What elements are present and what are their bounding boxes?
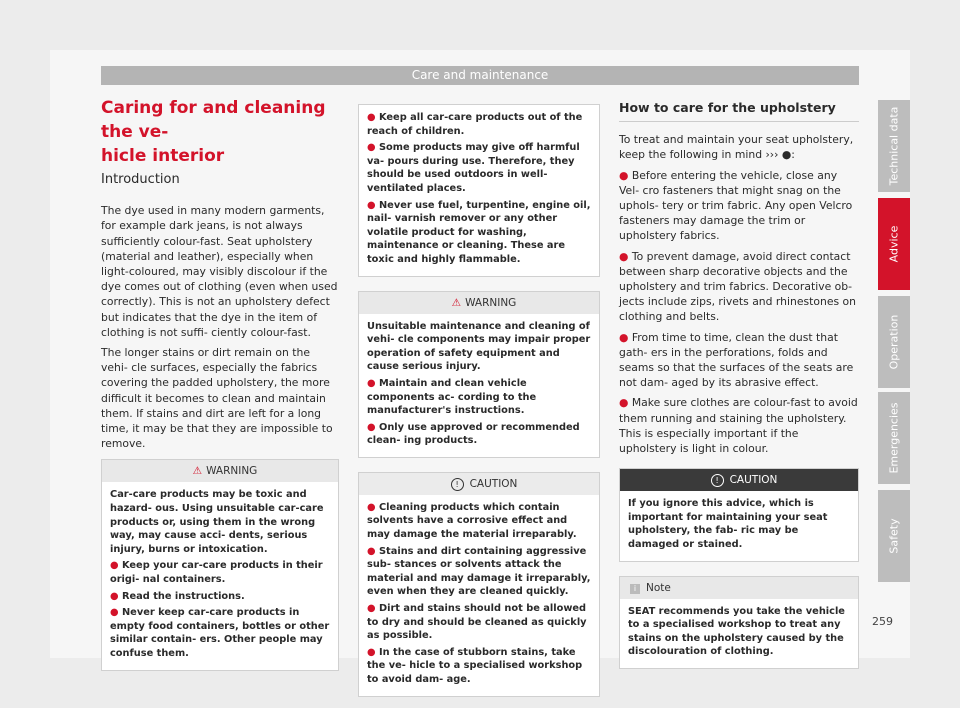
list-item: ● Stains and dirt containing aggressive sub- stances or solvents attack the material and may damage it irreparably, even when they are cleaned quickly. xyxy=(367,545,591,598)
list-item: ● Make sure clothes are colour-fast to avoid them running and staining the upholstery. This is especially important if the upholstery is light in colour. xyxy=(619,396,858,456)
chapter-header: Care and maintenance xyxy=(101,66,859,85)
list-item: ● Only use approved or recommended clean- ing products. xyxy=(367,421,580,447)
list-item: ● Read the instructions. xyxy=(110,590,245,602)
list-item: ● Some products may give off harmful va- pours during use. Therefore, they should be used outdoors in well-ventilated places. xyxy=(367,142,580,194)
list-item: ● Before entering the vehicle, close any Vel- cro fasteners that might snag on the uphols- tery or trim fabric. Any open Velcro fasteners may damage the trim or upholstery fabrics. xyxy=(619,168,853,243)
caution-box xyxy=(619,468,859,561)
list-item: ● From time to time, clean the dust that gath- ers in the perforations, folds and seams so that the surfaces of the seats are not dam- aged by its abrasive effect. xyxy=(619,330,854,390)
intro-text: To treat and maintain your seat upholstery, keep the following in mind ››› ●: xyxy=(619,133,854,162)
tab-technical-data[interactable]: Technical data xyxy=(878,100,910,192)
intro-paragraph-1: The dye used in many modern garments, for example dark jeans, is not always sufficiently colour-fast. Seat upholstery (material and leather), especially when light-coloured, may visibly discolour if the dye comes out of clothing (even when used correctly). This is not an upholstery defect but indicates that the dye in the item of clothing is not suffi- ciently colour-fast. xyxy=(101,204,338,339)
right-column xyxy=(619,100,859,669)
list-item: ● Never use fuel, turpentine, engine oil, nail- varnish remover or any other volatile product for washing, maintenance or cleaning. These are toxic and highly flammable. xyxy=(367,199,591,265)
caution-header: ! CAUTION xyxy=(620,469,858,491)
section-heading: How to care for the upholstery xyxy=(619,100,859,122)
caution-text: If you ignore this advice, which is important for maintaining your seat upholstery, the fab- ric may be damaged or stained. xyxy=(628,498,828,551)
warning-box xyxy=(358,291,600,458)
caution-box xyxy=(358,472,600,697)
list-item: ● Never keep car-care products in empty food containers, bottles or other similar contain- ers. Other people may confuse them. xyxy=(110,607,330,659)
tab-safety[interactable]: Safety xyxy=(878,490,910,582)
note-header: i Note xyxy=(620,577,858,599)
warning-triangle-icon: ⚠ xyxy=(451,296,462,309)
warning-text: Unsuitable maintenance and cleaning of vehi- cle components may impair proper operation of safety equipment and cause serious injury. xyxy=(367,320,591,373)
page-number: 259 xyxy=(872,615,893,628)
info-icon: i xyxy=(630,584,640,594)
intro-paragraph-2: The longer stains or dirt remain on the vehi- cle surfaces, especially the fabrics covering the padded upholstery, the more difficult it becomes to clean and maintain them. If stains and dirt are left for a long time, it may be that they are impossible to remove. xyxy=(101,346,333,451)
exclamation-circle-icon: ! xyxy=(451,478,464,491)
title-line-1: Caring for and cleaning the ve- xyxy=(101,98,326,142)
section-title xyxy=(101,96,339,168)
middle-column xyxy=(358,104,600,697)
list-item: ● To prevent damage, avoid direct contact between sharp decorative objects and the upholstery and trim fabrics. Decorative ob- jects include zips, rivets and rhinestones on clothing and belts. xyxy=(619,249,856,324)
caution-header: ! CAUTION xyxy=(359,473,599,495)
list-item: ● Cleaning products which contain solvents have a corrosive effect and may damage the material irreparably. xyxy=(367,501,577,541)
list-item: ● Keep your car-care products in their origi- nal containers. xyxy=(110,560,323,586)
title-line-2: hicle interior xyxy=(101,146,225,166)
warning-continued-box xyxy=(358,104,600,277)
list-item: ● Keep all car-care products out of the reach of children. xyxy=(367,112,583,137)
warning-triangle-icon: ⚠ xyxy=(192,465,203,478)
warning-header: ⚠ WARNING xyxy=(359,292,599,314)
list-item: ● Maintain and clean vehicle components ac- cording to the manufacturer's instructions. xyxy=(367,377,537,417)
list-item: ● Dirt and stains should not be allowed to dry and should be cleaned as quickly as possible. xyxy=(367,603,587,642)
list-item: ● In the case of stubborn stains, take the ve- hicle to a specialised workshop to avoid dam- age. xyxy=(367,646,583,685)
tab-advice[interactable]: Advice xyxy=(878,198,910,290)
exclamation-circle-icon: ! xyxy=(711,474,724,487)
note-box xyxy=(619,576,859,669)
tab-emergencies[interactable]: Emergencies xyxy=(878,392,910,484)
left-column xyxy=(101,96,339,671)
warning-header: ⚠ WARNING xyxy=(102,460,338,482)
warning-box xyxy=(101,459,339,670)
tab-operation[interactable]: Operation xyxy=(878,296,910,388)
subsection-title: Introduction xyxy=(101,172,180,187)
note-text: SEAT recommends you take the vehicle to a specialised workshop to treat any stains on the upholstery caused by the discolouration of clothing. xyxy=(628,605,845,658)
warning-text: Car-care products may be toxic and hazard- ous. Using unsuitable car-care products or, using them in the wrong way, may cause acci- dents, serious injury, burns or intoxication. xyxy=(110,489,324,555)
warning-body xyxy=(102,482,338,669)
